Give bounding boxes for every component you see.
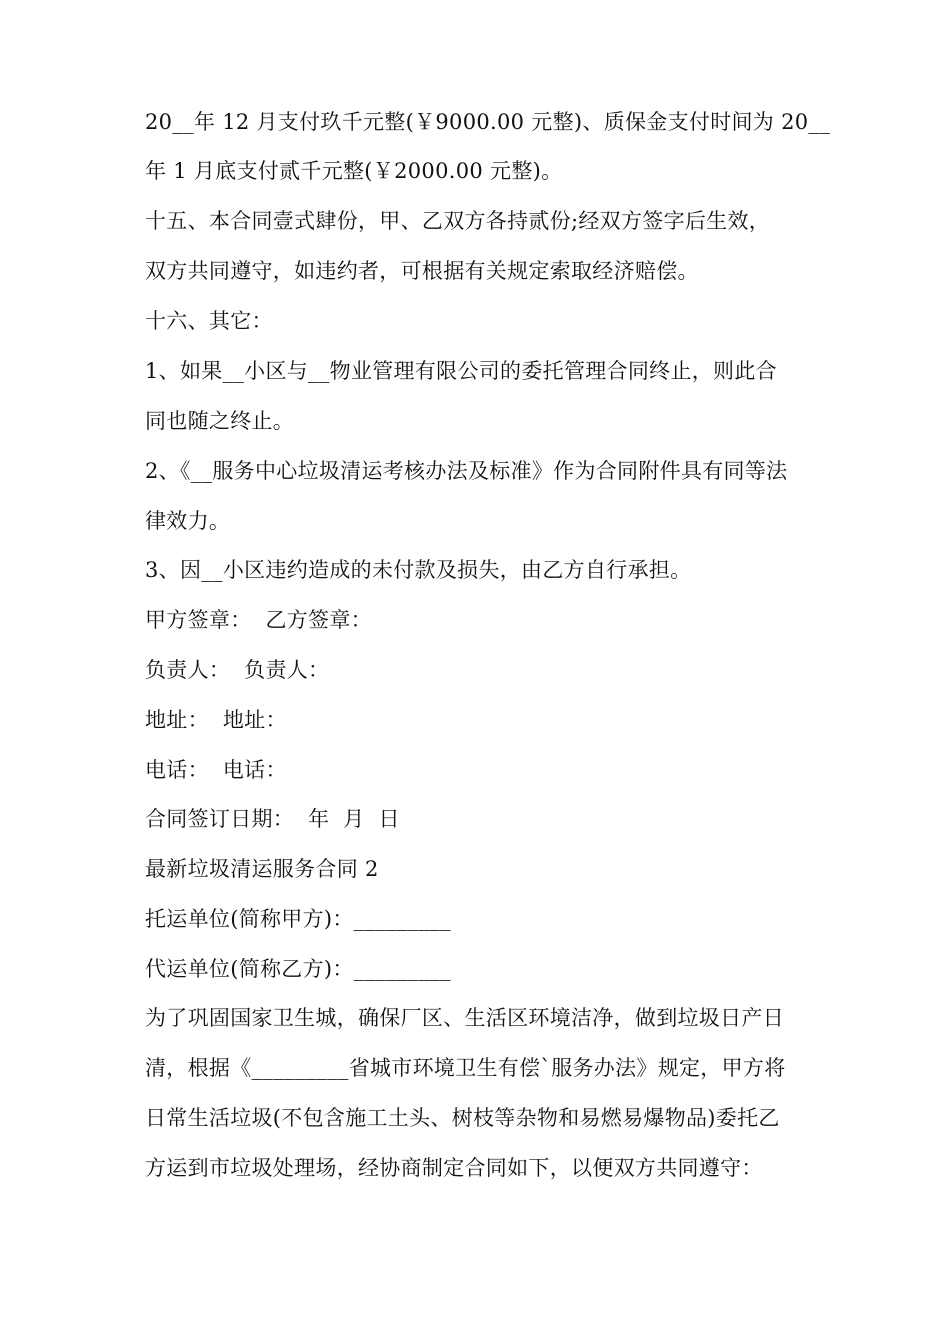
text-line: 律效力。 xyxy=(145,509,231,533)
contract-title: 最新垃圾清运服务合同 2 xyxy=(145,857,379,881)
text-line: 20__年 12 月支付玖千元整(￥9000.00 元整)、质保金支付时间为 20__ xyxy=(145,110,830,134)
signature-line: 地址： 地址： xyxy=(145,708,287,732)
section-heading: 十六、其它： xyxy=(145,309,273,333)
text-line: 为了巩固国家卫生城，确保厂区、生活区环境洁净，做到垃圾日产日 xyxy=(145,1006,784,1030)
text-line: 日常生活垃圾(不包含施工土头、树枝等杂物和易燃易爆物品)委托乙 xyxy=(145,1106,780,1130)
signature-line: 电话： 电话： xyxy=(145,758,287,782)
text-line: 十五、本合同壹式肆份，甲、乙双方各持贰份;经双方签字后生效， xyxy=(145,209,771,233)
signature-line: 甲方签章： 乙方签章： xyxy=(145,608,372,632)
text-line: 年 1 月底支付贰千元整(￥2000.00 元整)。 xyxy=(145,159,563,183)
signature-date-line: 合同签订日期： 年 月 日 xyxy=(145,807,400,831)
text-line: 双方共同遵守，如违约者，可根据有关规定索取经济赔偿。 xyxy=(145,259,699,283)
text-line: 3、因__小区违约造成的未付款及损失，由乙方自行承担。 xyxy=(145,558,692,582)
party-line: 代运单位(简称乙方)：_________ xyxy=(145,957,451,981)
text-line: 清，根据《_________省城市环境卫生有偿`服务办法》规定，甲方将 xyxy=(145,1056,786,1080)
text-line: 1、如果__小区与__物业管理有限公司的委托管理合同终止，则此合 xyxy=(145,359,777,383)
party-line: 托运单位(简称甲方)：_________ xyxy=(145,907,451,931)
signature-line: 负责人： 负责人： xyxy=(145,658,330,682)
text-line: 方运到市垃圾处理场，经协商制定合同如下，以便双方共同遵守： xyxy=(145,1156,763,1180)
text-line: 2、《__服务中心垃圾清运考核办法及标准》作为合同附件具有同等法 xyxy=(145,459,788,483)
text-line: 同也随之终止。 xyxy=(145,409,295,433)
